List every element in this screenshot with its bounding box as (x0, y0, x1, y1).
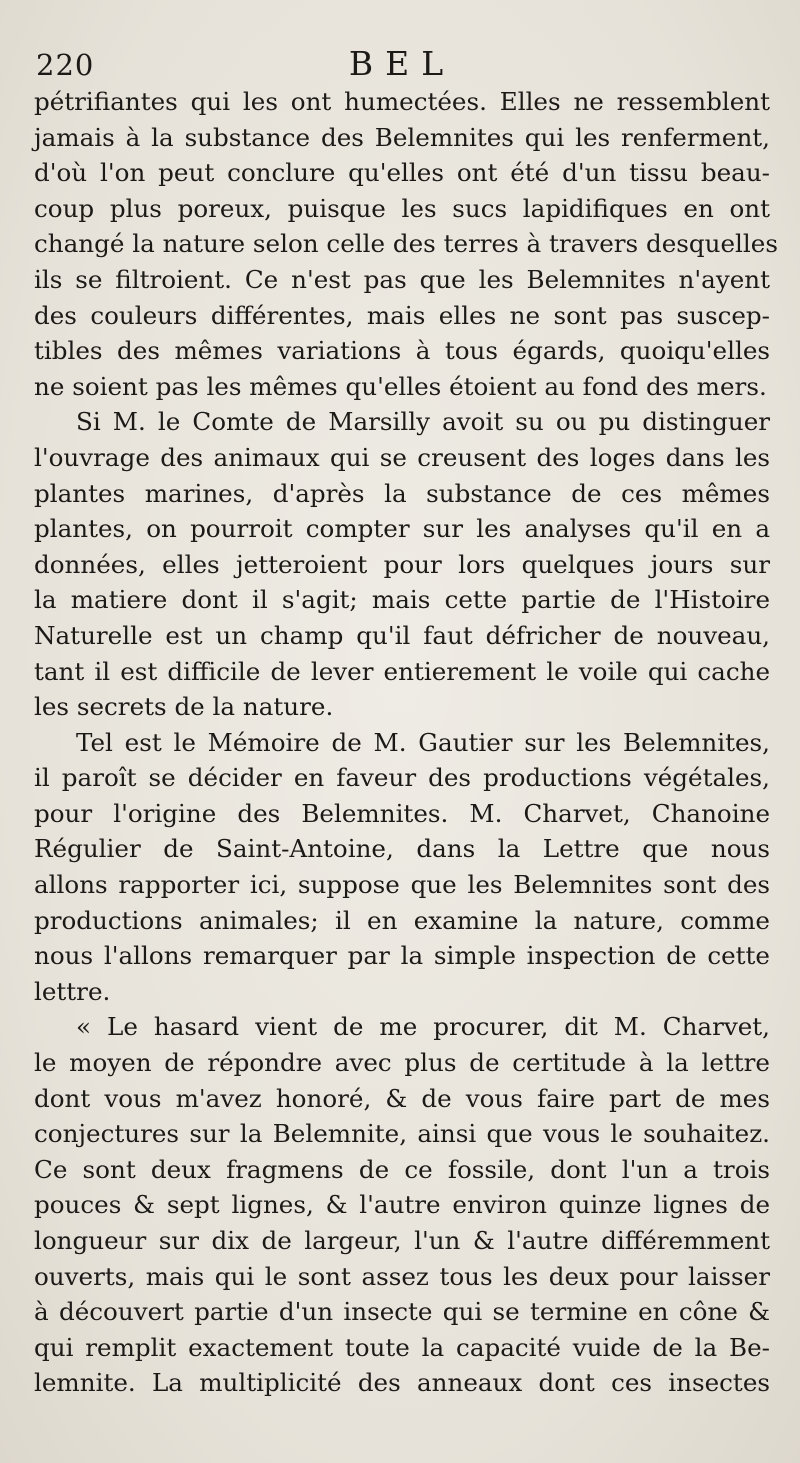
text-line: ouverts, mais qui le sont assez tous les deux pour laisser (34, 1261, 770, 1291)
text-line: tibles des mêmes variations à tous égards, quoiqu'elles (34, 336, 770, 366)
text-line: ne soient pas les mêmes qu'elles étoient au fond des mers. (34, 371, 767, 401)
paragraph-1 (34, 84, 778, 404)
text-line: lettre. (34, 976, 111, 1006)
text-line: les secrets de la nature. (34, 692, 334, 722)
paragraph-2 (34, 404, 770, 724)
text-line: Ce sont deux fragmens de ce fossile, dont l'un a trois (34, 1154, 770, 1184)
text-line: Naturelle est un champ qu'il faut défricher de nouveau, (34, 620, 770, 650)
text-line: Si M. le Comte de Marsilly avoit su ou pu distinguer (76, 407, 770, 437)
paragraph-4 (34, 1009, 770, 1401)
text-line: tant il est difficile de lever entierement le voile qui cache (34, 656, 770, 686)
text-line: des couleurs différentes, mais elles ne sont pas suscep- (34, 300, 770, 330)
text-line: qui remplit exactement toute la capacité vuide de la Be- (34, 1332, 770, 1362)
text-line: il paroît se décider en faveur des productions végétales, (34, 763, 770, 793)
text-line: lemnite. La multiplicité des anneaux dont ces insectes (34, 1368, 770, 1398)
text-line: d'où l'on peut conclure qu'elles ont été d'un tissu beau- (34, 158, 770, 188)
page-number: 220 (36, 48, 95, 82)
running-head: BEL (348, 44, 456, 83)
text-line: jamais à la substance des Belemnites qui les renferment, (34, 122, 770, 152)
text-line: plantes marines, d'après la substance de ces mêmes (34, 478, 770, 508)
text-line: données, elles jetteroient pour lors quelques jours sur (34, 549, 770, 579)
text-line: à découvert partie d'un insecte qui se termine en cône & (34, 1297, 770, 1327)
text-line: Régulier de Saint-Antoine, dans la Lettre que nous (34, 834, 770, 864)
text-line: plantes, on pourroit compter sur les analyses qu'il en a (34, 514, 770, 544)
text-line: ils se filtroient. Ce n'est pas que les Belemnites n'ayent (34, 264, 770, 294)
text-line: coup plus poreux, puisque les sucs lapidifiques en ont (34, 193, 770, 223)
page-header (34, 44, 770, 84)
text-line: allons rapporter ici, suppose que les Belemnites sont des (34, 870, 770, 900)
text-line: pétrifiantes qui les ont humectées. Elles ne ressemblent (34, 87, 770, 116)
text-line: l'ouvrage des animaux qui se creusent des loges dans les (34, 442, 770, 472)
text-line: dont vous m'avez honoré, & de vous faire part de mes (34, 1083, 770, 1113)
body-text (34, 84, 778, 1401)
text-line: Tel est le Mémoire de M. Gautier sur les Belemnites, (76, 727, 770, 757)
text-line: pouces & sept lignes, & l'autre environ quinze lignes de (34, 1190, 770, 1220)
text-line: pour l'origine des Belemnites. M. Charvet, Chanoine (34, 798, 770, 828)
text-line: productions animales; il en examine la nature, comme (34, 905, 770, 935)
paragraph-3 (34, 725, 770, 1010)
text-line: la matiere dont il s'agit; mais cette partie de l'Histoire (34, 585, 770, 615)
text-line: le moyen de répondre avec plus de certitude à la lettre (34, 1048, 770, 1078)
text-line: conjectures sur la Belemnite, ainsi que vous le souhaitez. (34, 1119, 770, 1149)
text-line: longueur sur dix de largeur, l'un & l'autre différemment (34, 1226, 770, 1255)
text-line: changé la nature selon celle des terres à travers desquelles (34, 229, 778, 259)
text-line: « Le hasard vient de me procurer, dit M. Charvet, (76, 1012, 770, 1042)
text-line: nous l'allons remarquer par la simple inspection de cette (34, 941, 770, 971)
